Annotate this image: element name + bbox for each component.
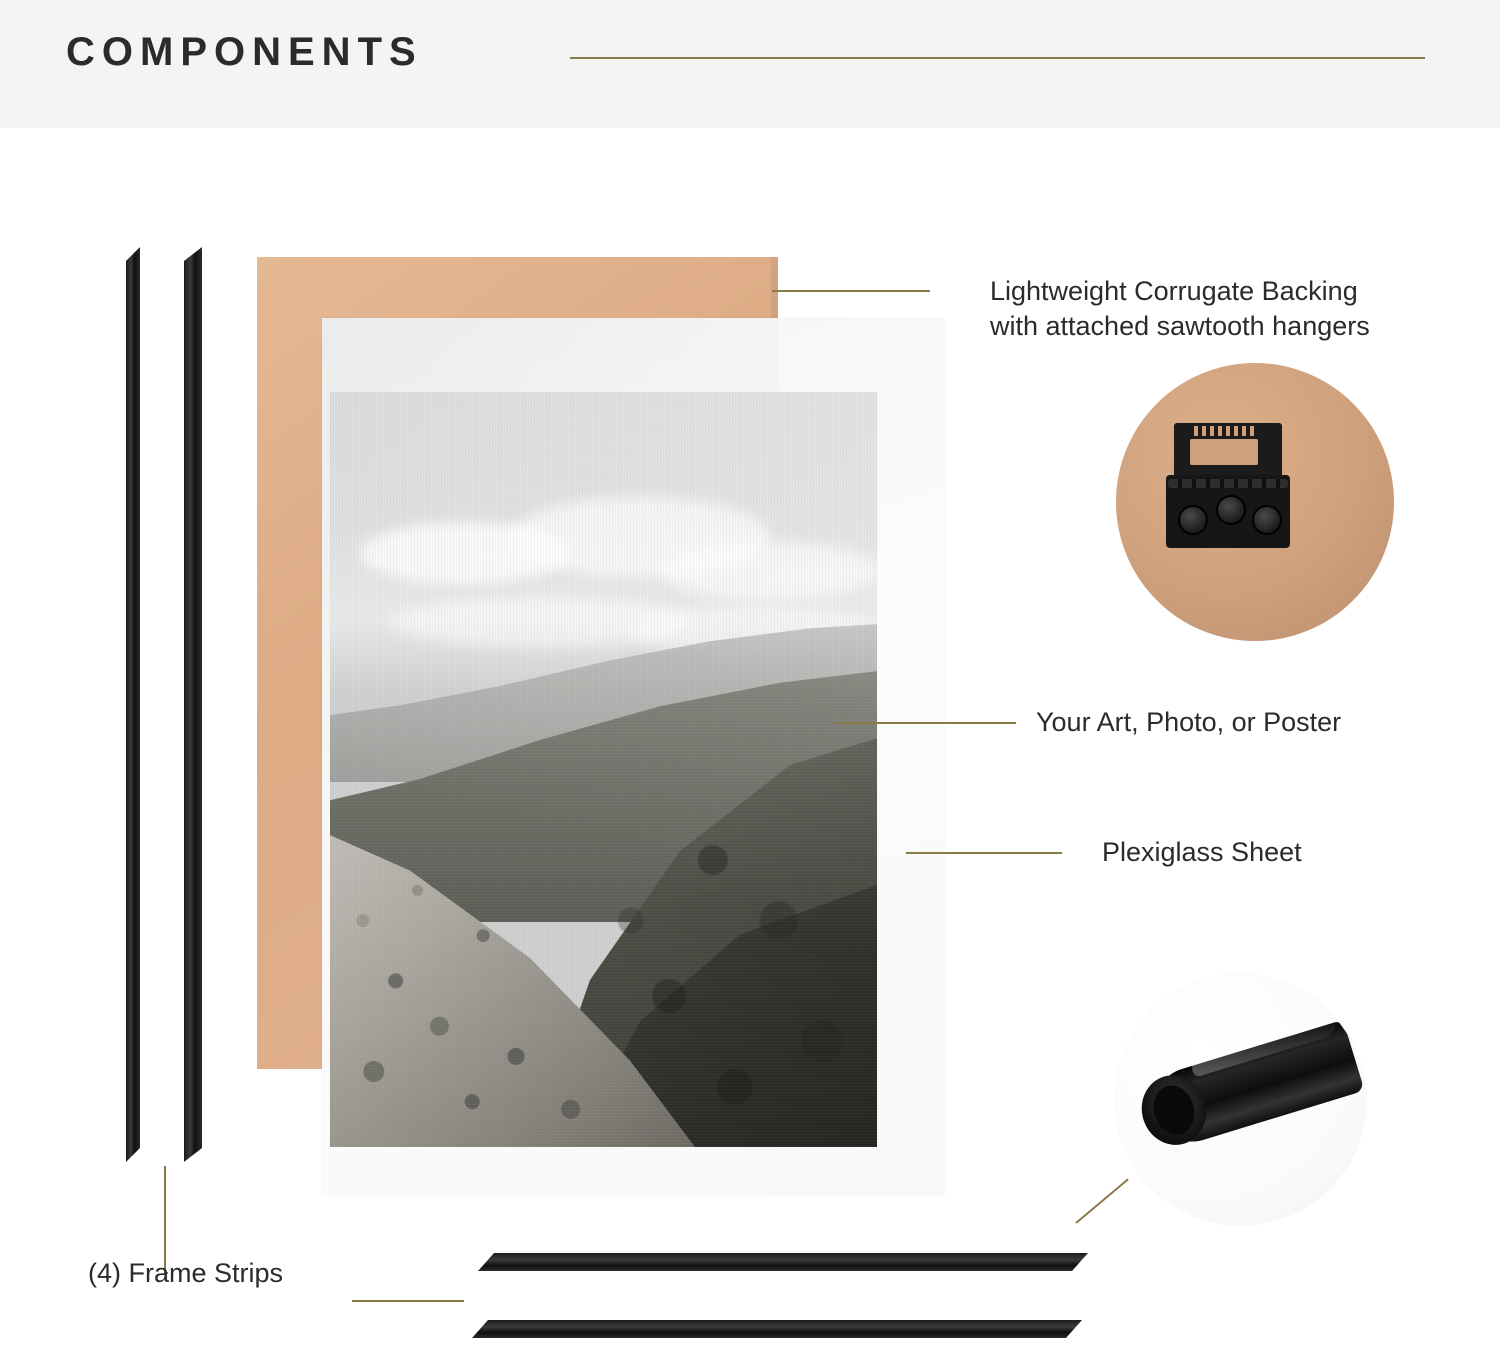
hanger-sawtooth-teeth — [1190, 426, 1258, 436]
leader-line-art — [836, 722, 1016, 724]
frame-strip-horizontal-2 — [472, 1320, 1082, 1338]
hanger-hinge — [1168, 479, 1288, 488]
callout-backing-line1: Lightweight Corrugate Backing — [990, 276, 1358, 306]
frame-strip-horizontal-1 — [478, 1253, 1088, 1271]
frame-strip-end-detail — [1116, 975, 1366, 1225]
hanger-screw-hole — [1178, 505, 1208, 535]
callout-art: Your Art, Photo, or Poster — [1036, 707, 1342, 737]
page-title: COMPONENTS — [66, 30, 423, 74]
hanger-screw-hole — [1252, 505, 1282, 535]
hanger-screw-hole — [1216, 495, 1246, 525]
sawtooth-hanger-icon — [1166, 423, 1290, 548]
hanger-slot — [1190, 439, 1258, 465]
frame-strip-closeup — [1120, 1003, 1366, 1196]
art-photo-poster — [330, 392, 877, 1147]
frame-strip-vertical-2 — [184, 247, 202, 1162]
leader-line-plexiglass — [906, 852, 1062, 854]
callout-frame-strips: (4) Frame Strips — [88, 1258, 284, 1288]
foliage-texture — [330, 392, 877, 1147]
leader-line-backing — [772, 290, 930, 292]
callout-backing — [990, 274, 1470, 344]
callout-plexiglass: Plexiglass Sheet — [1102, 837, 1302, 867]
header-divider-rule — [570, 57, 1425, 59]
frame-strip-vertical-1 — [126, 247, 140, 1162]
leader-line-frame-strips-horizontal — [352, 1300, 464, 1302]
leader-line-strip-detail — [1075, 1179, 1128, 1224]
sawtooth-hanger-detail — [1116, 363, 1394, 641]
callout-backing-line2: with attached sawtooth hangers — [990, 311, 1370, 342]
